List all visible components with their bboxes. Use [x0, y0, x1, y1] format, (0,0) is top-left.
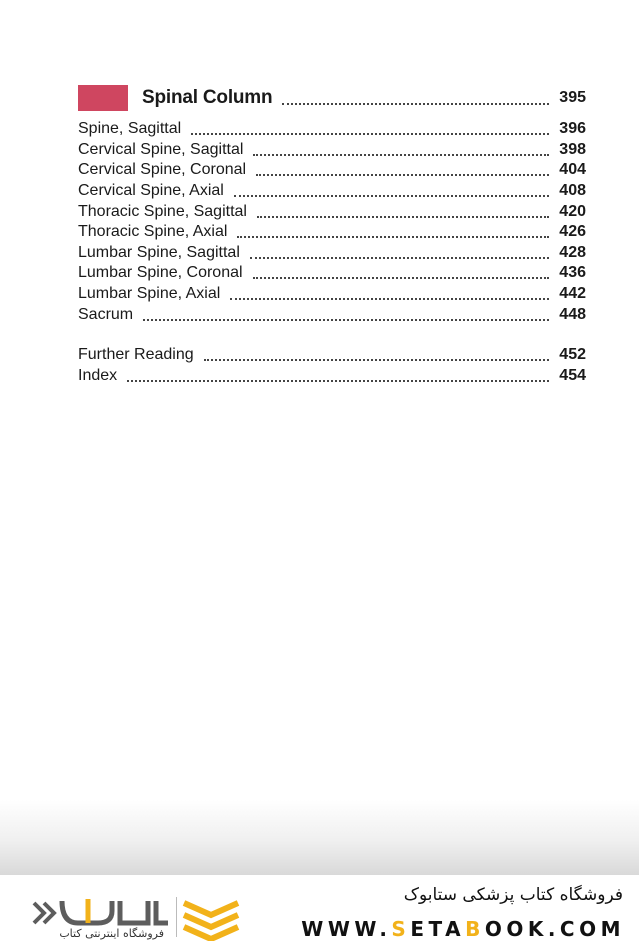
- toc-entry: [78, 160, 586, 181]
- shop-name: فروشگاه کتاب پزشکی ستابوک: [403, 885, 623, 905]
- section-color-block: [78, 85, 128, 111]
- spacer: [78, 325, 586, 345]
- toc-entry-label: Further Reading: [78, 346, 194, 364]
- toc-entry-page: 428: [559, 243, 586, 261]
- dot-leader: [230, 298, 549, 300]
- toc-entry: [78, 119, 586, 140]
- toc-entry-page: 420: [559, 202, 586, 220]
- toc-entry-label: Lumbar Spine, Sagittal: [78, 243, 240, 261]
- dot-leader: [204, 359, 550, 361]
- toc-entry-page: 454: [559, 366, 586, 384]
- dot-leader: [282, 103, 549, 105]
- dot-leader: [127, 380, 549, 382]
- shop-url[interactable]: [301, 917, 625, 941]
- section-page-number: 395: [559, 89, 586, 106]
- url-highlight: B: [465, 917, 485, 941]
- toc-entry: [78, 284, 586, 305]
- toc-entry-label: Cervical Spine, Sagittal: [78, 140, 244, 158]
- dot-leader: [250, 257, 549, 259]
- toc-entry-back-matter: [78, 345, 586, 366]
- toc-entry-back-matter: [78, 366, 586, 387]
- url-part: OOK.COM: [484, 917, 625, 941]
- dot-leader: [143, 319, 549, 321]
- toc-entry-label: Cervical Spine, Axial: [78, 182, 224, 200]
- toc-entry-label: Thoracic Spine, Axial: [78, 223, 228, 241]
- toc-entry-page: 396: [559, 120, 586, 138]
- dot-leader: [191, 133, 549, 135]
- book-chevron-icon: [180, 897, 242, 941]
- toc-entry-page: 442: [559, 285, 586, 303]
- toc-entry-label: Index: [78, 366, 118, 384]
- toc-entry: [78, 222, 586, 243]
- dot-leader: [253, 277, 550, 279]
- url-highlight: S: [391, 917, 411, 941]
- toc-entry-label: Thoracic Spine, Sagittal: [78, 202, 247, 220]
- toc-entry-page: 398: [559, 140, 586, 158]
- dot-leader: [256, 174, 549, 176]
- toc-entry: [78, 201, 586, 222]
- toc-entry: [78, 304, 586, 325]
- logo-subtitle: فروشگاه اینترنتی کتاب: [59, 927, 164, 940]
- toc-entry-page: 448: [559, 305, 586, 323]
- dot-leader: [257, 216, 549, 218]
- toc-entry-page: 426: [559, 223, 586, 241]
- toc-entry-label: Sacrum: [78, 305, 134, 323]
- url-part: WWW.: [301, 917, 392, 941]
- toc-entry: [78, 140, 586, 161]
- dot-leader: [234, 195, 549, 197]
- toc-entry-label: Spine, Sagittal: [78, 120, 182, 138]
- toc-entry-label: Lumbar Spine, Axial: [78, 285, 221, 303]
- toc-entry: [78, 243, 586, 264]
- logo-divider: [176, 897, 177, 937]
- section-title: Spinal Column: [142, 87, 273, 108]
- toc-entry-page: 404: [559, 161, 586, 179]
- toc-entry: [78, 263, 586, 284]
- url-part: ETA: [410, 917, 466, 941]
- toc-entry-page: 452: [559, 346, 586, 364]
- toc-entry-label: Lumbar Spine, Coronal: [78, 264, 243, 282]
- section-heading-row: [78, 84, 586, 112]
- watermark-footer: [0, 875, 639, 946]
- dot-leader: [253, 154, 549, 156]
- dot-leader: [237, 236, 549, 238]
- toc-entry: [78, 181, 586, 202]
- toc-entry-page: 408: [559, 182, 586, 200]
- toc-entry-page: 436: [559, 264, 586, 282]
- table-of-contents: [78, 119, 586, 386]
- toc-entry-label: Cervical Spine, Coronal: [78, 161, 247, 179]
